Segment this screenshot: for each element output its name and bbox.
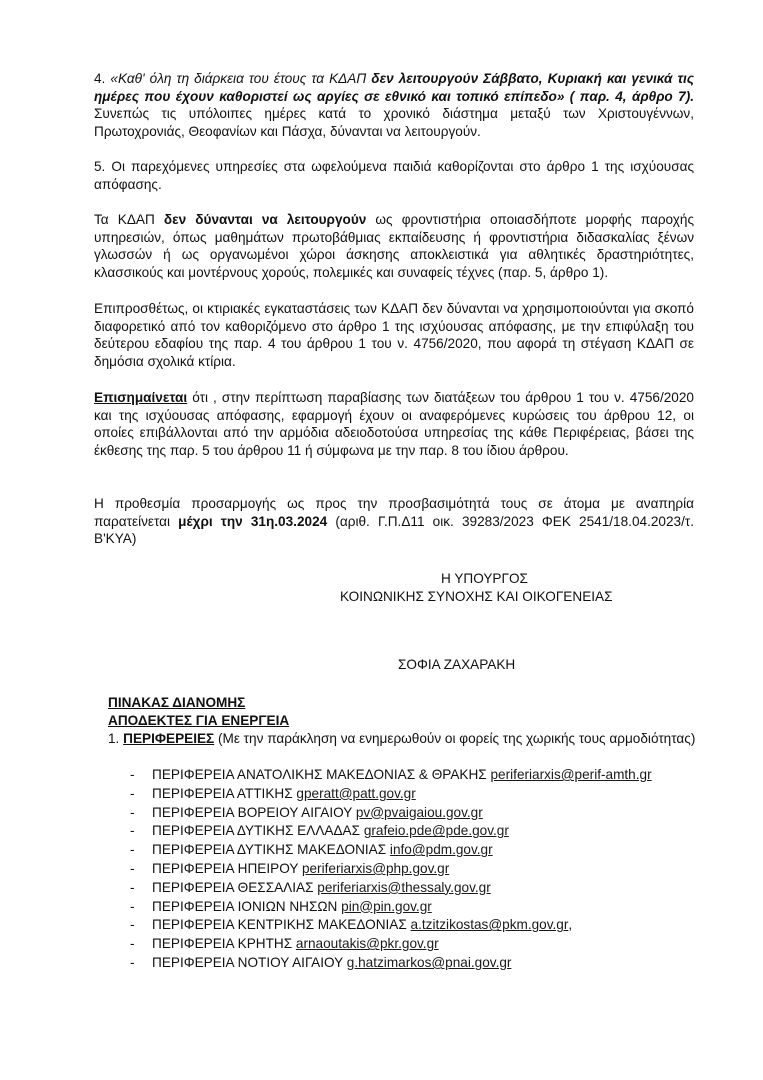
list-item (130, 879, 690, 898)
bullet-dash: - (130, 785, 135, 801)
paragraph-9-deadline: μέχρι την 31η.03.2024 (178, 513, 328, 529)
region-email-link[interactable]: grafeio.pde@pde.gov.gr (363, 823, 509, 839)
region-email-link[interactable]: pin@pin.gov.gr (341, 898, 432, 914)
region-email-link[interactable]: gperatt@patt.gov.gr (296, 785, 416, 801)
bullet-dash: - (130, 898, 135, 914)
list-item (130, 785, 690, 804)
distribution-heading: ΠΙΝΑΚΑΣ ΔΙΑΝΟΜΗΣ (108, 695, 246, 710)
paragraph-9-start: Η προθεσμία προσαρμογής ως προς την προσβασιμότητά τους σε άτομα με αναπηρία παρατείνεται (94, 496, 694, 529)
paragraph-7: Επιπροσθέτως, οι κτιριακές εγκαταστάσεις των ΚΔΑΠ δεν δύνανται να χρησιμοποιούνται για σκοπό διαφορετικό από τον καθοριζόμενο στο άρθρο 1 της ισχύουσας απόφασης, με την επιφύλαξη του δεύτερου εδαφίου της παρ. 4 του άρθρου 1 του ν. 4756/2020, που αφορά τη στέγαση ΚΔΑΠ σε δημόσια σχολικά κτίρια. (94, 301, 694, 369)
distribution-subheading: ΑΠΟΔΕΚΤΕΣ ΓΙΑ ΕΝΕΡΓΕΙΑ (108, 713, 290, 728)
paragraph-8-emphasis: Επισημαίνεται (94, 390, 188, 405)
paragraph-9-rest: (αριθ. Γ.Π.Δ11 οικ. 39283/2023 ΦΕΚ 2541/18.04.2023/τ. Β'ΚΥΑ) (94, 513, 695, 547)
list-item (130, 804, 690, 823)
list-item (130, 841, 690, 860)
bullet-dash: - (130, 767, 135, 782)
bullet-dash: - (130, 823, 135, 839)
region-name: ΠΕΡΙΦΕΡΕΙΑ ΑΝΑΤΟΛΙΚΗΣ ΜΑΚΕΔΟΝΙΑΣ & ΘΡΑΚΗΣ (152, 767, 487, 782)
region-name: ΠΕΡΙΦΕΡΕΙΑ ΚΡΗΤΗΣ (152, 936, 293, 952)
distribution-item-number: 1. (108, 731, 120, 746)
region-name: ΠΕΡΙΦΕΡΕΙΑ ΗΠΕΙΡΟΥ (152, 860, 299, 876)
region-email-link[interactable]: g.hatzimarkos@pnai.gov.gr (346, 954, 512, 970)
region-email-link[interactable]: pv@pvaigaiou.gov.gr (355, 804, 483, 820)
paragraph-5: 5. Οι παρεχόμενες υπηρεσίες στα ωφελούμενα παιδιά καθορίζονται στο άρθρο 1 της ισχύουσας απόφασης. (94, 159, 694, 192)
region-email-link[interactable]: a.tzitzikostas@pkm.gov.gr (410, 917, 569, 933)
paragraph-6-bold: δεν δύνανται να λειτουργούν (163, 212, 367, 227)
list-item (130, 954, 690, 973)
paragraph-4-rest: Συνεπώς τις υπόλοιπες ημέρες κατά το χρονικό διάστημα μεταξύ των Χριστουγέννων, Πρωτοχρονιάς, Θεοφανίων και Πάσχα, δύνανται να λειτουργούν. (94, 106, 694, 139)
bullet-dash: - (130, 954, 135, 970)
paragraph-6-start: Τα ΚΔΑΠ (94, 212, 155, 227)
region-email-link[interactable]: periferiarxis@thessaly.gov.gr (317, 879, 491, 895)
region-name: ΠΕΡΙΦΕΡΕΙΑ ΒΟΡΕΙΟΥ ΑΙΓΑΙΟΥ (152, 804, 353, 820)
region-name: ΠΕΡΙΦΕΡΕΙΑ ΙΟΝΙΩΝ ΝΗΣΩΝ (152, 898, 338, 914)
region-email-link[interactable]: periferiarxis@php.gov.gr (301, 860, 450, 876)
region-name: ΠΕΡΙΦΕΡΕΙΑ ΑΤΤΙΚΗΣ (152, 785, 293, 801)
distribution-item-note: (Με την παράκληση να ενημερωθούν οι φορείς της χωρικής τους αρμοδιότητας) (218, 731, 696, 746)
distribution-item-title: ΠΕΡΙΦΕΡΕΙΕΣ (123, 731, 215, 746)
signature-name: ΣΟΦΙΑ ΖΑΧΑΡΑΚΗ (398, 657, 516, 672)
list-item (130, 916, 690, 935)
bullet-dash: - (130, 936, 135, 952)
bullet-dash: - (130, 879, 135, 895)
region-name: ΠΕΡΙΦΕΡΕΙΑ ΚΕΝΤΡΙΚΗΣ ΜΑΚΕΔΟΝΙΑΣ (152, 917, 407, 933)
paragraph-4-quote-bold: δεν λειτουργούν Σάββατο, Κυριακή και γενικά τις ημέρες που έχουν καθοριστεί ως αργίες σε εθνικό και τοπικό επίπεδο» ( παρ. 4, άρθρο 7). (94, 71, 695, 104)
list-item (130, 935, 690, 954)
paragraph-9 (94, 495, 694, 548)
paragraph-8-rest: ότι , στην περίπτωση παραβίασης των διατάξεων του άρθρου 1 του ν. 4756/2020 και της ισχύουσας απόφασης, εφαρμογή έχουν οι αναφερόμενες κυρώσεις του άρθρου 12, οι οποίες επιβάλλονται από την αρμόδια αδειοδοτούσα υπηρεσίας της κάθε Περιφέρειας, βάσει της έκθεσης της παρ. 5 του άρθρου 11 ή σύμφωνα με την παρ. 8 του ίδιου άρθρου. (94, 390, 694, 458)
signature-title-1: Η ΥΠΟΥΡΓΟΣ (441, 571, 528, 586)
bullet-dash: - (130, 842, 135, 858)
paragraph-8 (94, 389, 694, 459)
bullet-dash: - (130, 860, 135, 876)
region-name: ΠΕΡΙΦΕΡΕΙΑ ΔΥΤΙΚΗΣ ΕΛΛΑΔΑΣ (152, 823, 361, 839)
paragraph-4 (94, 70, 694, 140)
region-suffix: , (568, 917, 573, 933)
region-email-link[interactable]: periferiarxis@perif-amth.gr (490, 767, 652, 782)
paragraph-4-quote: «Καθ' όλη τη διάρκεια του έτους τα ΚΔΑΠ (110, 71, 367, 86)
signature-title-2: ΚΟΙΝΩΝΙΚΗΣ ΣΥΝΟΧΗΣ ΚΑΙ ΟΙΚΟΓΕΝΕΙΑΣ (340, 589, 613, 604)
paragraph-6-rest: ως φροντιστήρια οποιασδήποτε μορφής παροχής υπηρεσιών, όπως μαθημάτων πρωτοβάθμιας εκπαίδευσης ή φροντιστήρια διδασκαλίας ξένων γλωσσών ή ως οργανωμένοι χώροι άσκησης αποκλειστικά για αθλητικές δραστηριότητες, κλασσικούς και μοντέρνους χορούς, πολεμικές και συναφείς τέχνες (παρ. 5, άρθρο 1). (94, 212, 694, 280)
region-name: ΠΕΡΙΦΕΡΕΙΑ ΔΥΤΙΚΗΣ ΜΑΚΕΔΟΝΙΑΣ (152, 842, 387, 858)
regions-list (130, 766, 690, 973)
paragraph-4-number: 4. (94, 71, 106, 86)
list-item (130, 898, 690, 917)
list-item (130, 822, 690, 841)
list-item (130, 860, 690, 879)
bullet-dash: - (130, 917, 135, 933)
region-name: ΠΕΡΙΦΕΡΕΙΑ ΘΕΣΣΑΛΙΑΣ (152, 879, 314, 895)
bullet-dash: - (130, 804, 135, 820)
list-item (130, 766, 690, 785)
region-name: ΠΕΡΙΦΕΡΕΙΑ ΝΟΤΙΟΥ ΑΙΓΑΙΟΥ (152, 954, 343, 970)
region-email-link[interactable]: info@pdm.gov.gr (389, 842, 493, 858)
region-email-link[interactable]: arnaoutakis@pkr.gov.gr (295, 936, 439, 952)
paragraph-6 (94, 211, 694, 281)
distribution-item-1 (108, 730, 698, 748)
